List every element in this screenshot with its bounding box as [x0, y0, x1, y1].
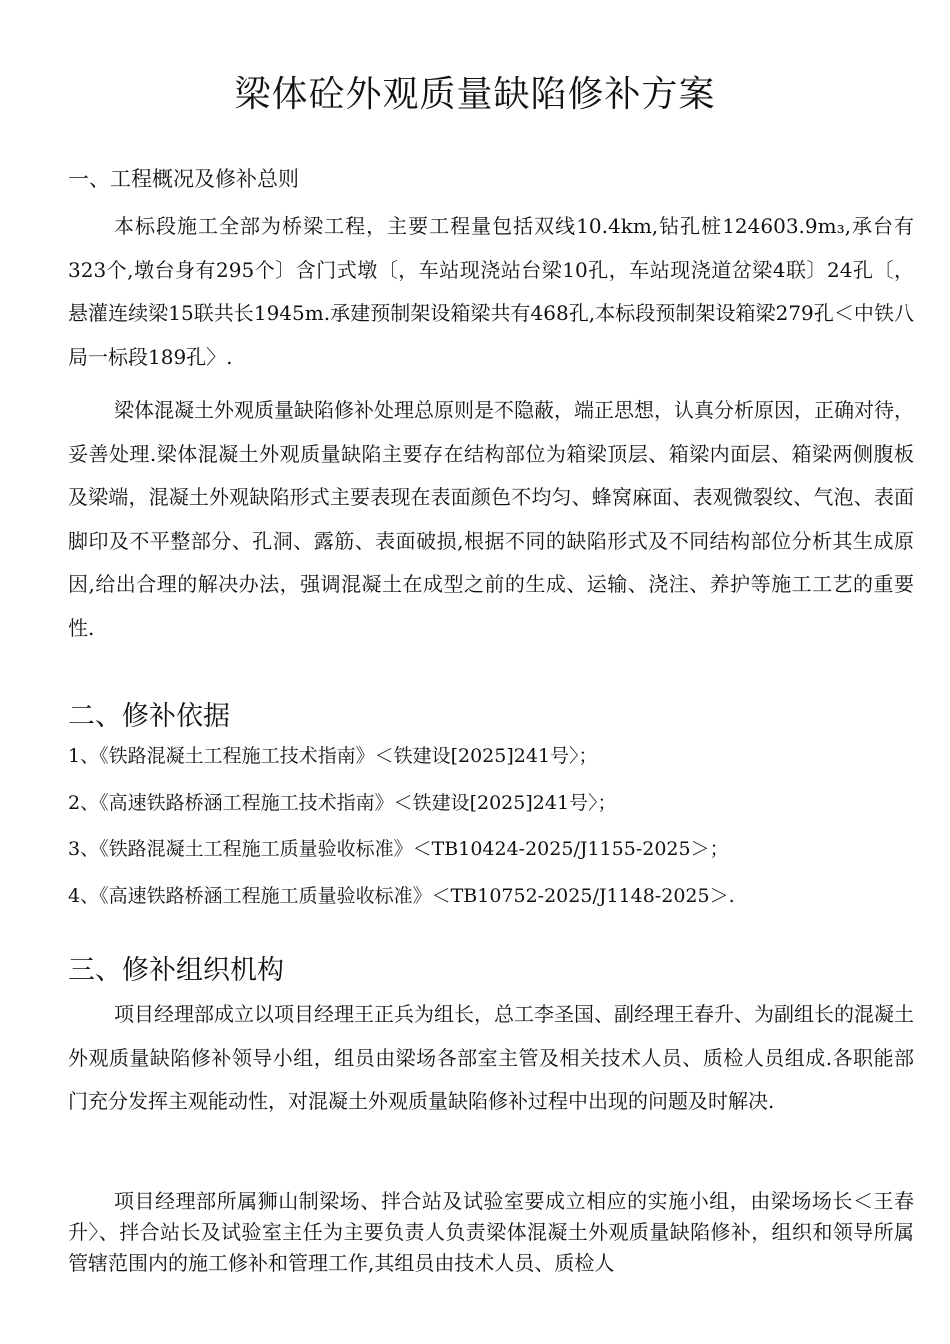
- reference-item: 1、《铁路混凝土工程施工技术指南》＜铁建设[2025]241号〉；: [68, 745, 598, 767]
- section-3-paragraph-1: 项目经理部成立以项目经理王正兵为组长，总工李圣国、副经理王春升、为副组长的混凝土外观质量缺陷修补领导小组，组员由梁场各部室主管及相关技术人员、质检人员组成.各职能部门充分发挥主观能动性，对混凝土外观质量缺陷修补过程中出现的问题及时解决.: [68, 1002, 914, 1113]
- reference-item: 4、《高速铁路桥涵工程施工质量验收标准》＜TB10752-2025/J1148-2025＞.: [68, 885, 735, 907]
- section-1-paragraph-2: 梁体混凝土外观质量缺陷修补处理总原则是不隐蔽，端正思想，认真分析原因，正确对待，妥善处理.梁体混凝土外观质量缺陷主要存在结构部位为箱梁顶层、箱梁内面层、箱梁两侧腹板及梁端，混凝土外观缺陷形式主要表现在表面颜色不均匀、蜂窝麻面、表观微裂纹、气泡、表面脚印及不平整部分、孔洞、露筋、表面破损,根据不同的缺陷形式及不同结构部位分析其生成原因,给出合理的解决办法，强调混凝土在成型之前的生成、运输、浇注、养护等施工工艺的重要性.: [68, 398, 914, 640]
- section-2-heading: 二、修补依据: [68, 701, 230, 732]
- document-title: 梁体砼外观质量缺陷修补方案: [234, 74, 716, 115]
- reference-item: 3、《铁路混凝土工程施工质量验收标准》＜TB10424-2025/J1155-2025＞；: [68, 838, 729, 860]
- section-3-paragraph-2: 项目经理部所属狮山制梁场、拌合站及试验室要成立相应的实施小组，由梁场场长＜王春升〉、拌合站长及试验室主任为主要负责人负责梁体混凝土外观质量缺陷修补，组织和领导所属管辖范围内的施工修补和管理工作,其组员由技术人员、质检人: [68, 1189, 914, 1275]
- section-1-heading: 一、工程概况及修补总则: [68, 167, 299, 191]
- section-1-paragraph-1: 本标段施工全部为桥梁工程，主要工程量包括双线10.4km,钻孔桩124603.9m₃,承台有323个,墩台身有295个〕含门式墩〔，车站现浇站台梁10孔，车站现浇道岔梁4联〕24孔〔，悬灌连续梁15联共长1945m.承建预制架设箱梁共有468孔,本标段预制架设箱梁279孔＜中铁八局一标段189孔〉.: [68, 214, 914, 369]
- section-3-heading: 三、修补组织机构: [68, 955, 284, 986]
- reference-item: 2、《高速铁路桥涵工程施工技术指南》＜铁建设[2025]241号〉；: [68, 792, 617, 814]
